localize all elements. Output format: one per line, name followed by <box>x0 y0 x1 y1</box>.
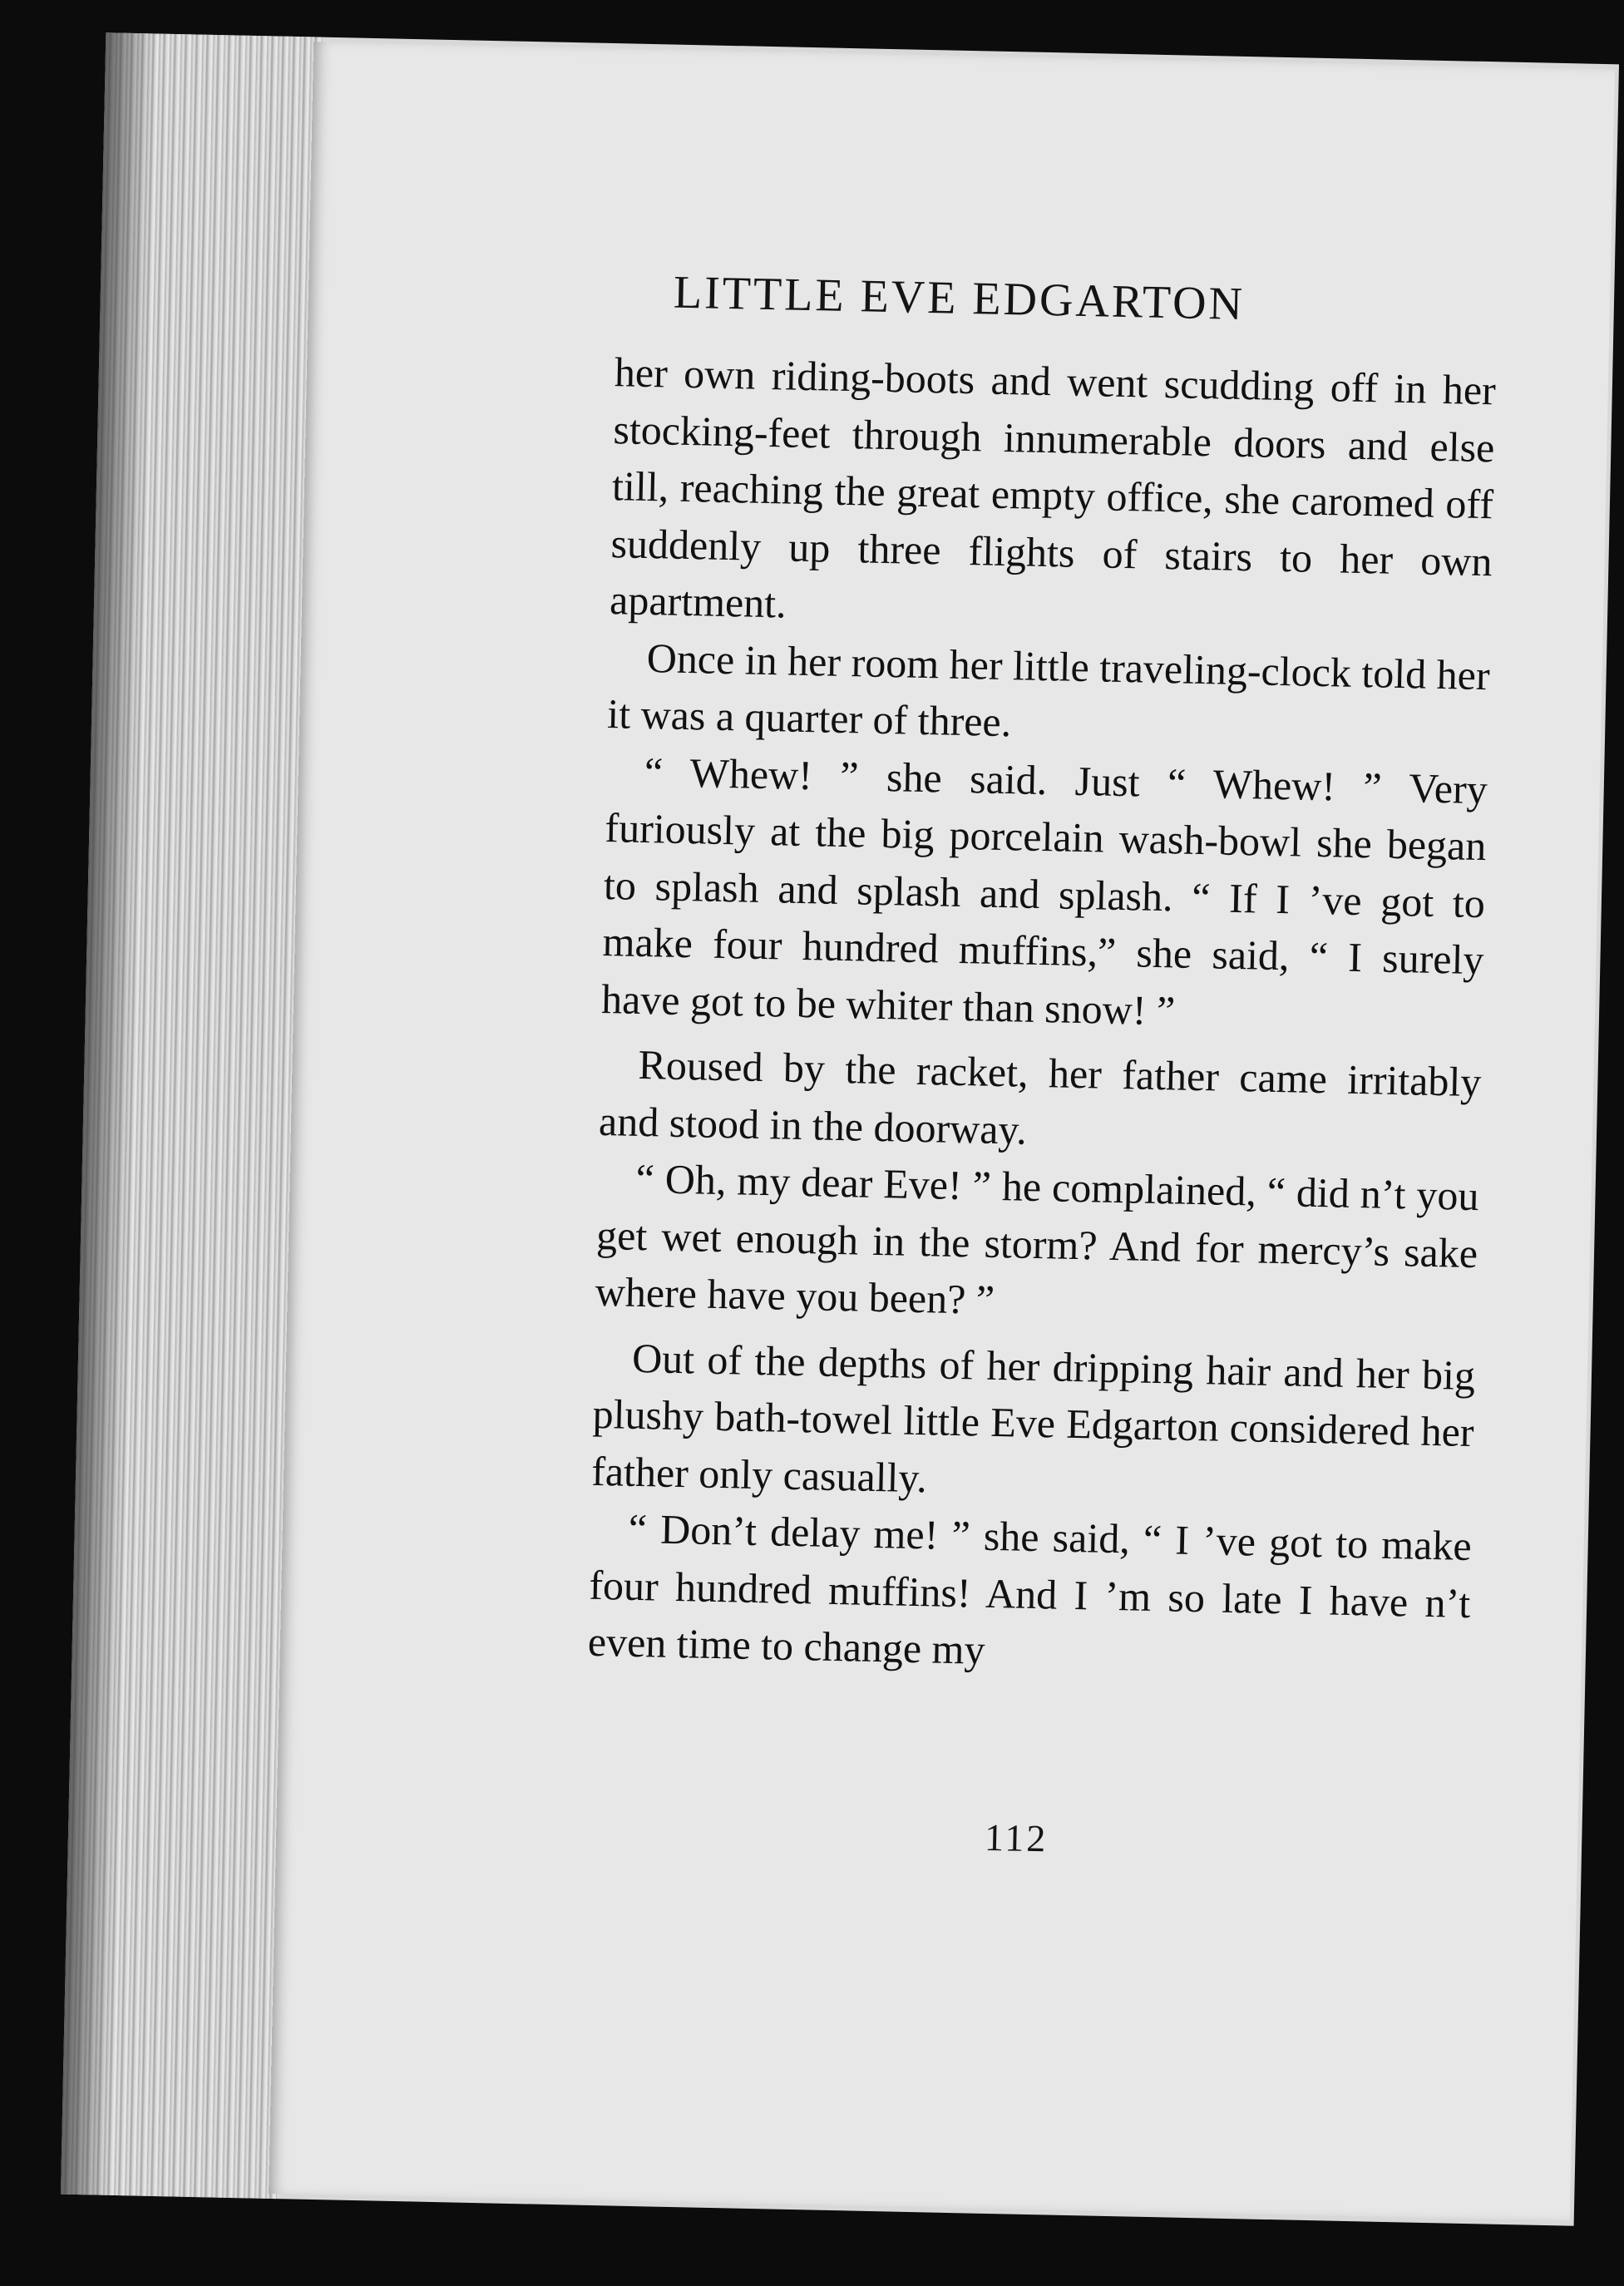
body-text <box>587 343 1496 1688</box>
page-number: 112 <box>984 1815 1049 1860</box>
paragraph: Once in her room her little traveling-clock told her it was a quarter of three. <box>606 634 1491 746</box>
book-photo <box>61 32 1619 2226</box>
book-page <box>269 42 1615 2220</box>
running-head: LITTLE EVE EDGARTON <box>673 266 1246 330</box>
paragraph: Out of the depths of her dripping hair and her big plushy bath-towel little Eve Edgarton considered her father only casually. <box>590 1334 1476 1501</box>
paragraph: “ Don’t delay me! ” she said, “ I ’ve got to make four hundred muffins! And I ’m so late I have n’t even time to change my <box>587 1504 1473 1673</box>
paragraph: “ Whew! ” she said. Just “ Whew! ” Very furiously at the big porcelain wash-bowl she began to splash and splash and splash. “ If I ’ve got to make four hundred muffins,” she said, “ I surely have got to be whiter than snow! ” <box>600 748 1488 1034</box>
paragraph: her own riding-boots and went scudding off in her stocking-feet through innumerable doors and else till, reaching the great empty office, she caromed off suddenly up three flights of stairs to her own apartment. <box>609 348 1497 627</box>
paragraph: “ Oh, my dear Eve! ” he complained, “ did n’t you get wet enough in the storm? And for mercy’s sake where have you been? ” <box>595 1154 1480 1323</box>
paragraph: Roused by the racket, her father came irritably and stood in the doorway. <box>598 1040 1482 1153</box>
